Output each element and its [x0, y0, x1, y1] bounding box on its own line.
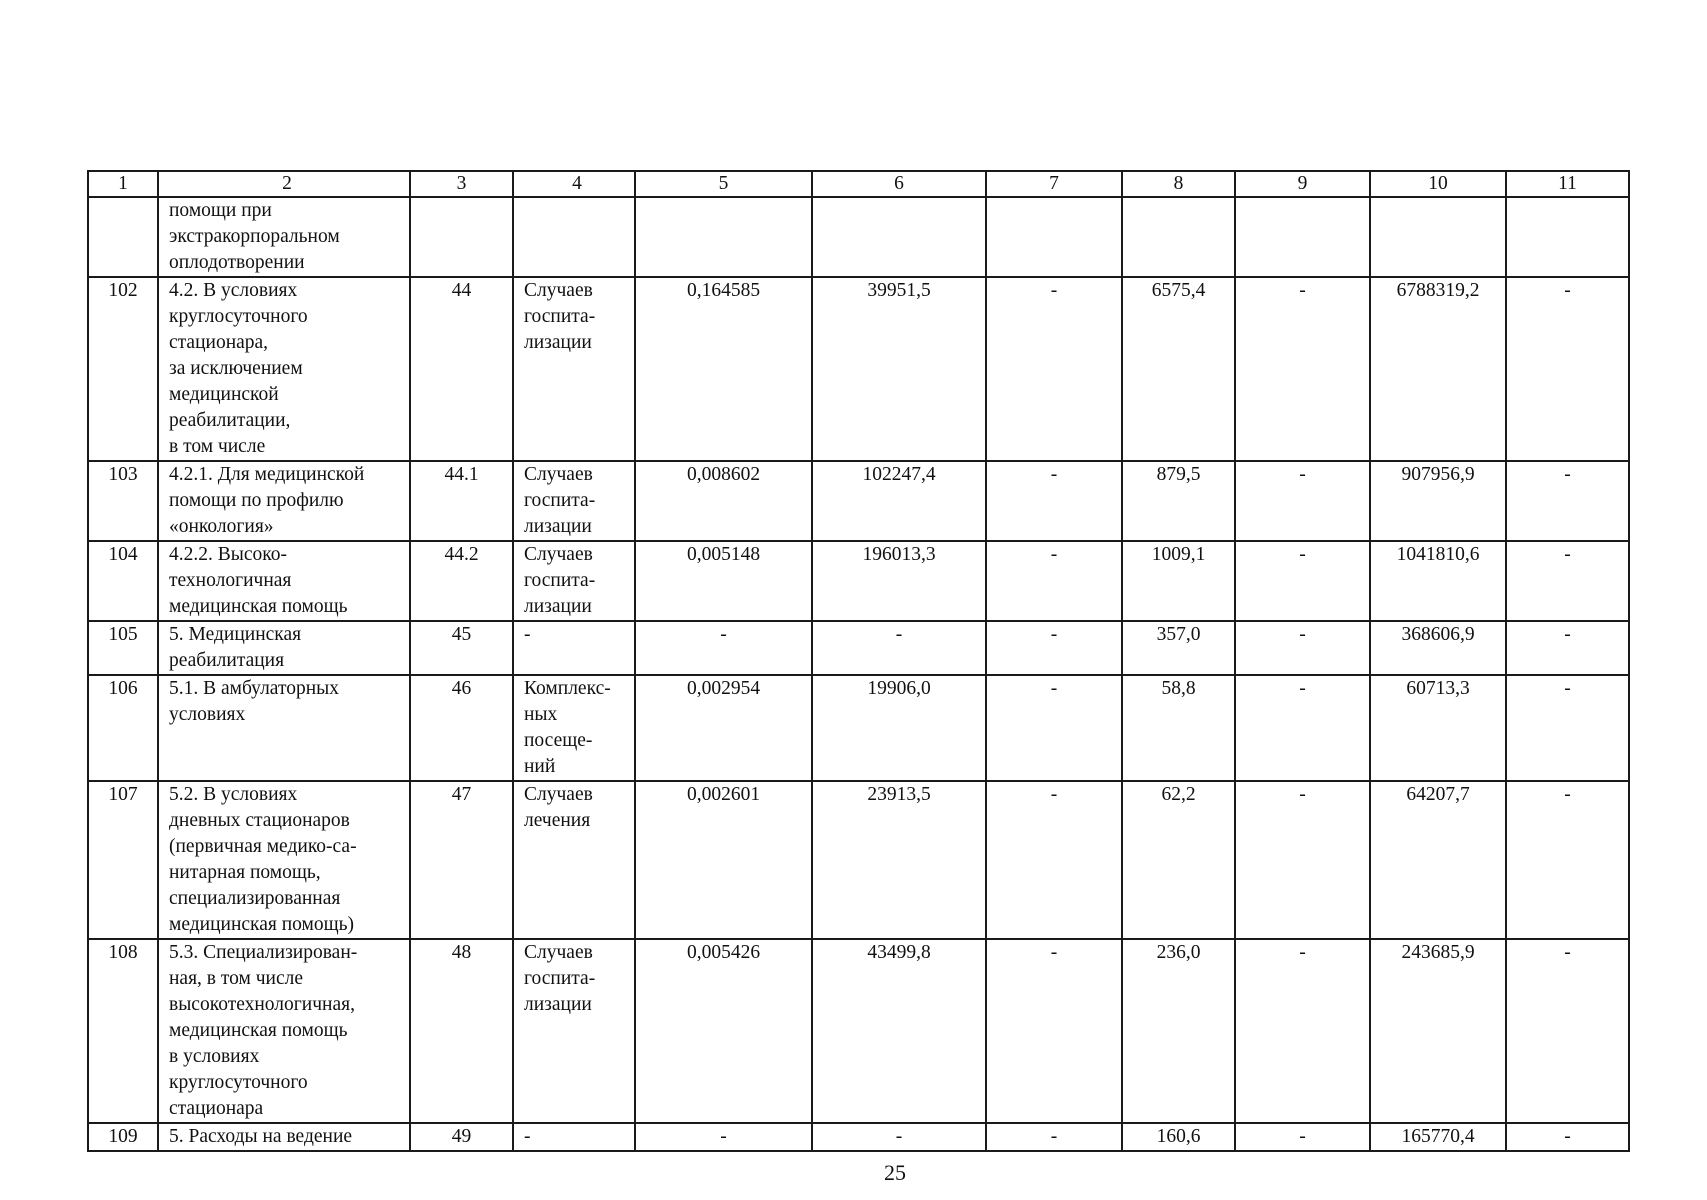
table-cell: Случаев лечения	[513, 781, 635, 939]
table-cell: 5.1. В амбулаторных условиях	[158, 675, 410, 781]
table-cell: -	[986, 781, 1122, 939]
table-cell: 39951,5	[812, 277, 986, 461]
table-cell: -	[1506, 675, 1629, 781]
table-cell: 0,008602	[635, 461, 812, 541]
column-header: 10	[1370, 171, 1506, 197]
table-cell: 160,6	[1122, 1123, 1235, 1151]
table-cell: 6575,4	[1122, 277, 1235, 461]
table-cell: 196013,3	[812, 541, 986, 621]
column-header: 11	[1506, 171, 1629, 197]
table-cell: 0,164585	[635, 277, 812, 461]
table-cell: 357,0	[1122, 621, 1235, 675]
table-cell	[513, 197, 635, 277]
table-cell: 102	[88, 277, 158, 461]
table-cell: 165770,4	[1370, 1123, 1506, 1151]
page-number: 25	[884, 1160, 906, 1185]
column-header: 3	[410, 171, 513, 197]
table-cell: -	[1235, 541, 1370, 621]
table-cell: -	[812, 1123, 986, 1151]
table-cell	[1506, 197, 1629, 277]
table-row	[88, 277, 1629, 461]
table-cell: 5.2. В условиях дневных стационаров (первичная медико-са- нитарная помощь, специализированная медицинская помощь)	[158, 781, 410, 939]
table-cell: 19906,0	[812, 675, 986, 781]
table-cell: Случаев госпита- лизации	[513, 939, 635, 1123]
table-cell: 105	[88, 621, 158, 675]
table-cell: 1009,1	[1122, 541, 1235, 621]
table-cell: 6788319,2	[1370, 277, 1506, 461]
table-cell: 58,8	[1122, 675, 1235, 781]
table-cell: 45	[410, 621, 513, 675]
table-cell: 0,005426	[635, 939, 812, 1123]
table-cell: -	[812, 621, 986, 675]
table-cell: -	[1506, 541, 1629, 621]
table-cell: -	[986, 939, 1122, 1123]
column-header: 7	[986, 171, 1122, 197]
table-cell: -	[1235, 621, 1370, 675]
table-row	[88, 781, 1629, 939]
table-cell: 102247,4	[812, 461, 986, 541]
table-cell: 49	[410, 1123, 513, 1151]
table-cell: -	[1506, 461, 1629, 541]
table-cell: Случаев госпита- лизации	[513, 541, 635, 621]
table-cell	[88, 197, 158, 277]
table-cell: 4.2.1. Для медицинской помощи по профилю «онкология»	[158, 461, 410, 541]
table-cell: 46	[410, 675, 513, 781]
table-cell	[812, 197, 986, 277]
table-cell	[1122, 197, 1235, 277]
table-cell: -	[635, 1123, 812, 1151]
data-table	[87, 170, 1630, 1152]
table-cell: 47	[410, 781, 513, 939]
table-cell: -	[1506, 1123, 1629, 1151]
table-cell: -	[986, 1123, 1122, 1151]
table-cell: 907956,9	[1370, 461, 1506, 541]
table-cell: 44	[410, 277, 513, 461]
table-cell: 106	[88, 675, 158, 781]
table-cell: 62,2	[1122, 781, 1235, 939]
table-cell: Случаев госпита- лизации	[513, 461, 635, 541]
table-cell: -	[1235, 277, 1370, 461]
table-cell: 107	[88, 781, 158, 939]
table-cell: 1041810,6	[1370, 541, 1506, 621]
table-cell: 236,0	[1122, 939, 1235, 1123]
table-cell	[986, 197, 1122, 277]
table-cell: 243685,9	[1370, 939, 1506, 1123]
table-cell: -	[986, 461, 1122, 541]
table-cell: -	[986, 621, 1122, 675]
table-row	[88, 939, 1629, 1123]
table-row	[88, 541, 1629, 621]
header-row	[88, 171, 1629, 197]
column-header: 4	[513, 171, 635, 197]
table-cell	[410, 197, 513, 277]
table-cell: 64207,7	[1370, 781, 1506, 939]
table-cell: 4.2. В условиях круглосуточного стационара, за исключением медицинской реабилитации, в том числе	[158, 277, 410, 461]
table-cell: 103	[88, 461, 158, 541]
table-cell: -	[513, 1123, 635, 1151]
table-row	[88, 621, 1629, 675]
table-cell: 5.3. Специализирован- ная, в том числе высокотехнологичная, медицинская помощь в условиях круглосуточного стационара	[158, 939, 410, 1123]
table-cell: -	[986, 675, 1122, 781]
table-cell: -	[1235, 781, 1370, 939]
table-cell: -	[1235, 1123, 1370, 1151]
table-cell: Случаев госпита- лизации	[513, 277, 635, 461]
column-header: 2	[158, 171, 410, 197]
table-cell: 879,5	[1122, 461, 1235, 541]
table-cell: -	[1506, 781, 1629, 939]
table-cell: помощи при экстракорпоральном оплодотворении	[158, 197, 410, 277]
table-cell: -	[986, 541, 1122, 621]
table-cell: -	[1506, 621, 1629, 675]
table-cell: 4.2.2. Высоко- технологичная медицинская помощь	[158, 541, 410, 621]
table-cell: 43499,8	[812, 939, 986, 1123]
table-cell: Комплекс- ных посеще- ний	[513, 675, 635, 781]
table-cell: -	[986, 277, 1122, 461]
table-cell: 0,002954	[635, 675, 812, 781]
table-row	[88, 197, 1629, 277]
table-cell: 44.1	[410, 461, 513, 541]
column-header: 1	[88, 171, 158, 197]
table-cell: -	[1235, 939, 1370, 1123]
table-cell: 23913,5	[812, 781, 986, 939]
table-cell: -	[1235, 675, 1370, 781]
table-row	[88, 675, 1629, 781]
table-cell	[1235, 197, 1370, 277]
column-header: 6	[812, 171, 986, 197]
column-header: 8	[1122, 171, 1235, 197]
table-cell: 108	[88, 939, 158, 1123]
table-cell: 60713,3	[1370, 675, 1506, 781]
table-cell	[1370, 197, 1506, 277]
table-row	[88, 1123, 1629, 1151]
table-cell: 109	[88, 1123, 158, 1151]
table-cell: 44.2	[410, 541, 513, 621]
table-cell: -	[1506, 277, 1629, 461]
table-cell: 48	[410, 939, 513, 1123]
table-cell: -	[513, 621, 635, 675]
table-cell: 0,002601	[635, 781, 812, 939]
table-cell: 104	[88, 541, 158, 621]
table-cell: 5. Медицинская реабилитация	[158, 621, 410, 675]
column-header: 5	[635, 171, 812, 197]
table-row	[88, 461, 1629, 541]
table-cell: 0,005148	[635, 541, 812, 621]
table-cell: -	[1506, 939, 1629, 1123]
table-cell	[635, 197, 812, 277]
column-header: 9	[1235, 171, 1370, 197]
table-cell: -	[635, 621, 812, 675]
table-cell: -	[1235, 461, 1370, 541]
table-cell: 5. Расходы на ведение	[158, 1123, 410, 1151]
table-cell: 368606,9	[1370, 621, 1506, 675]
